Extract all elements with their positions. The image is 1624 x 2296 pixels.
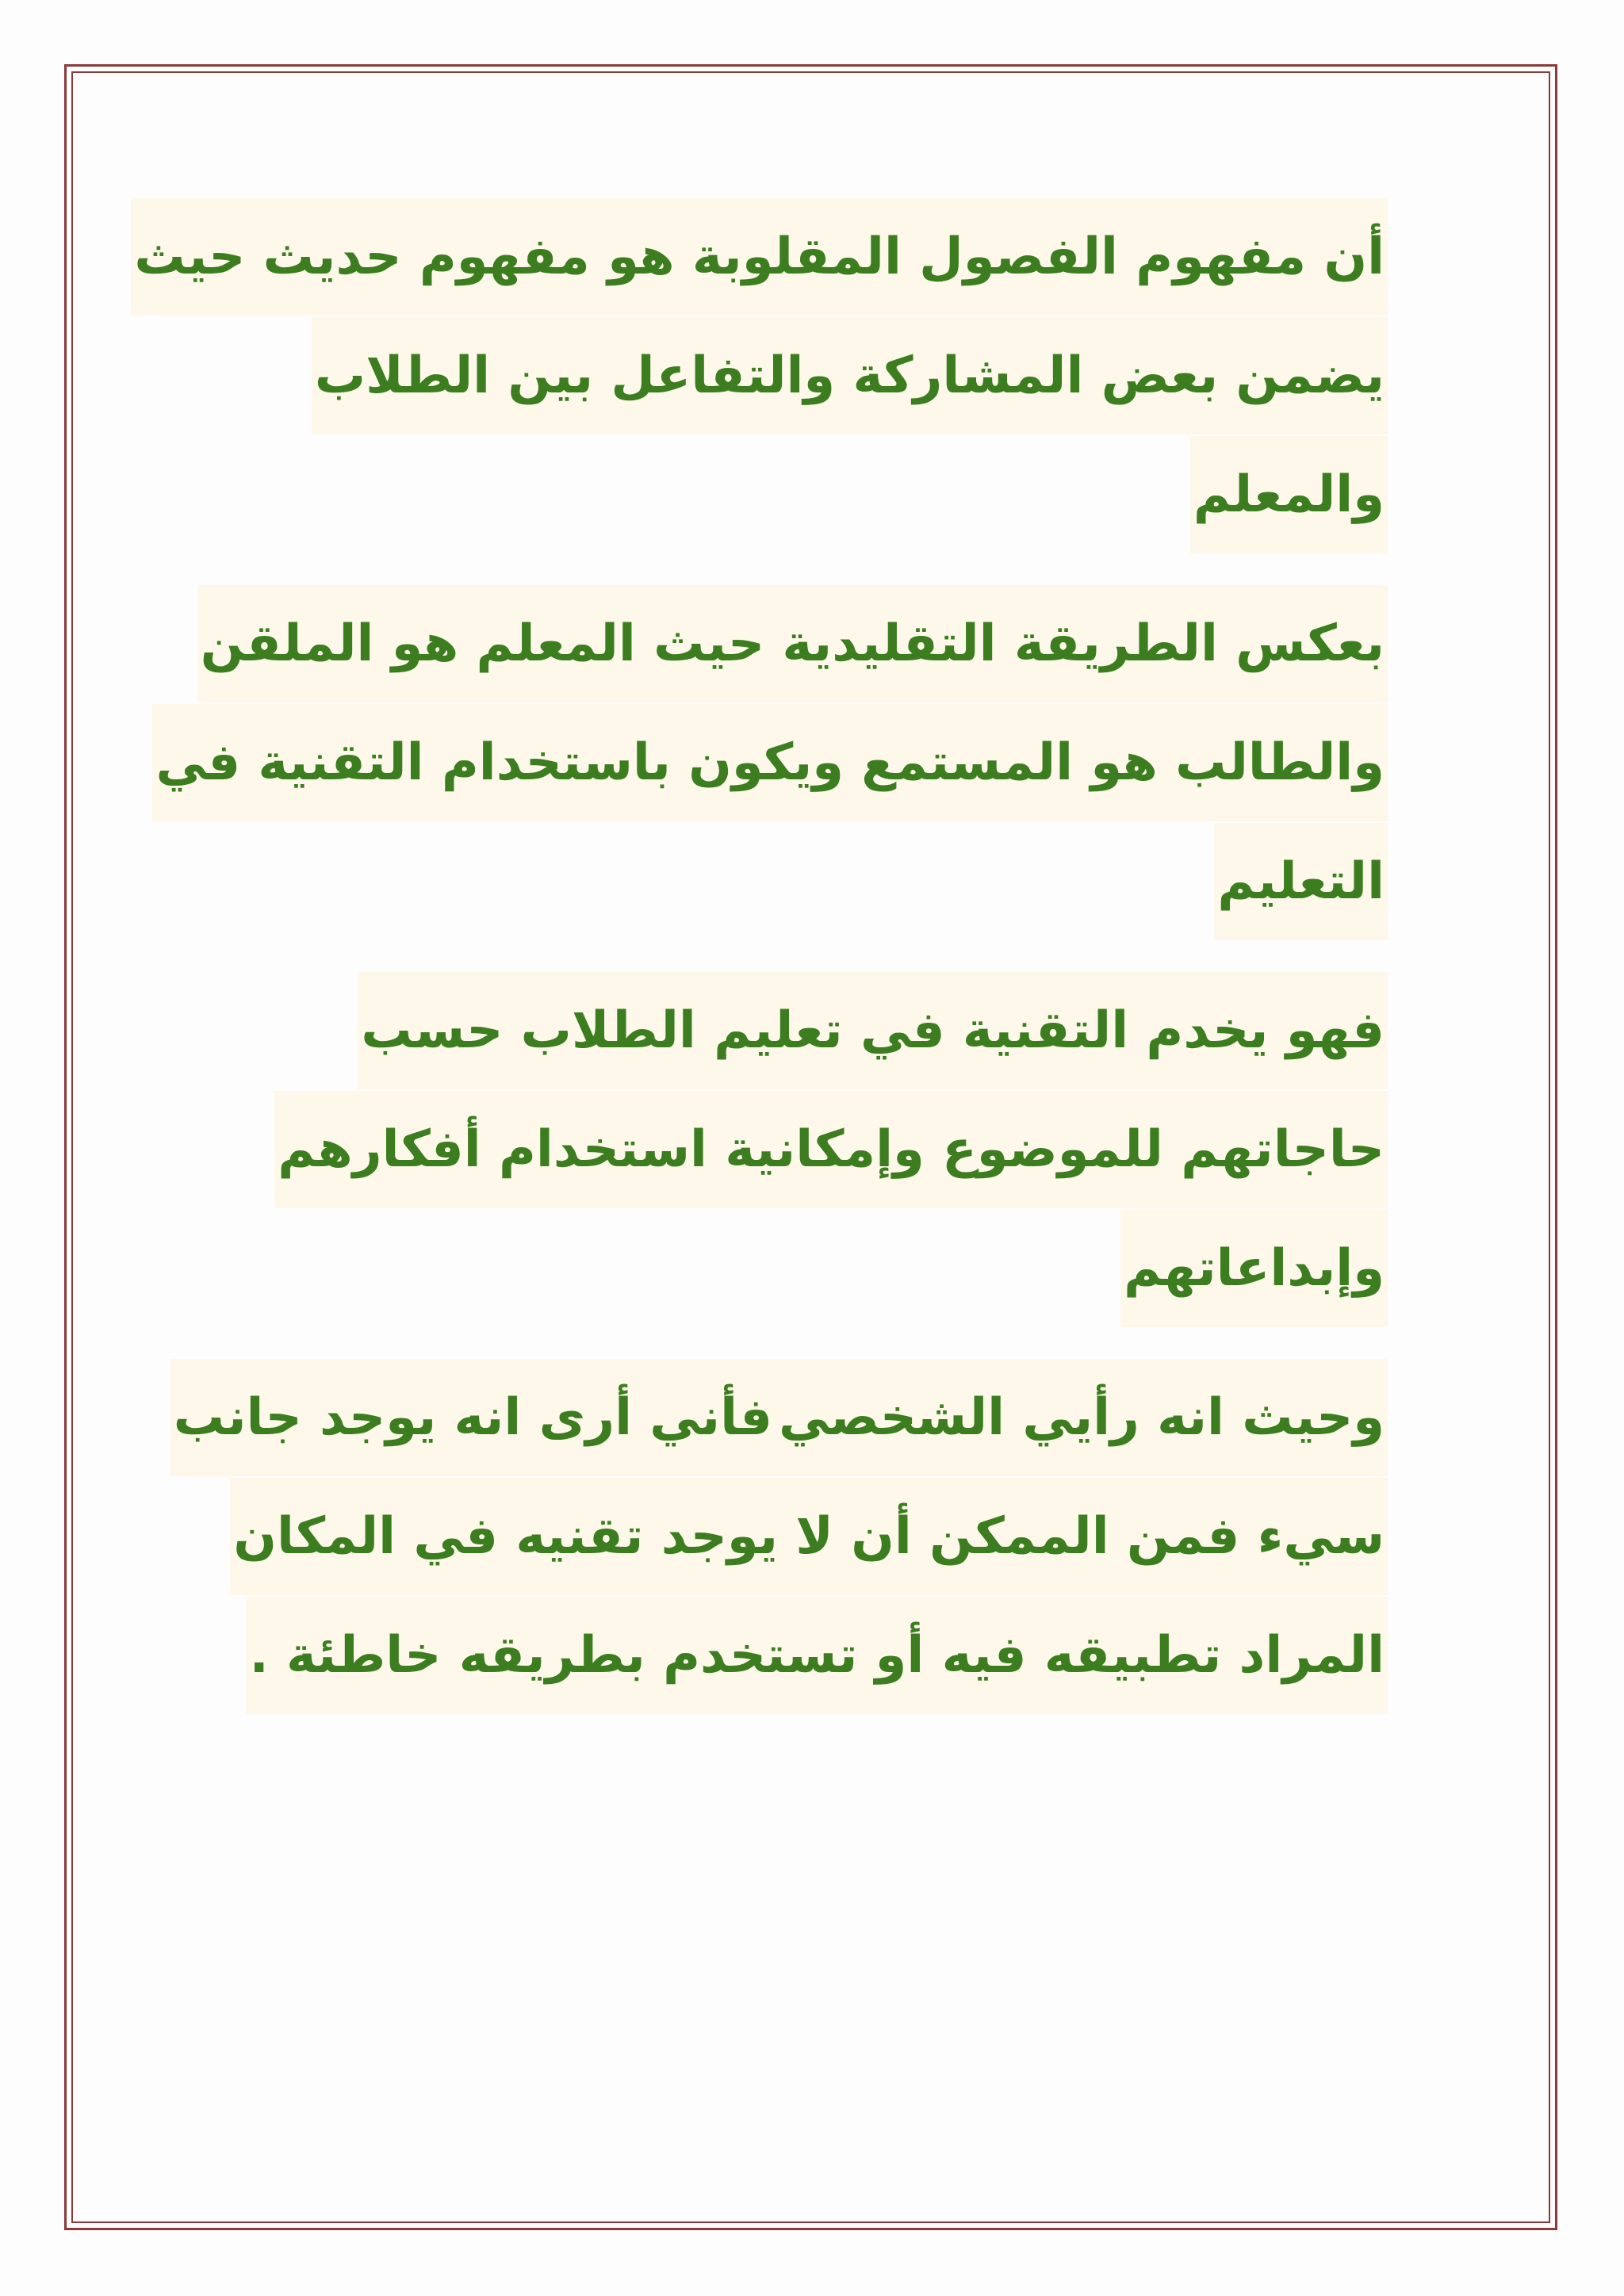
- document-body: [134, 198, 1388, 1746]
- highlighted-text: يضمن بعض المشاركة والتفاعل بين الطلاب: [312, 317, 1388, 434]
- paragraph-1: [134, 198, 1388, 553]
- text-line: [238, 1091, 1388, 1208]
- highlighted-text: بعكس الطريقة التقليدية حيث المعلم هو الملقن: [197, 585, 1388, 702]
- text-line: [200, 585, 1388, 702]
- paragraph-2: [155, 585, 1388, 940]
- paragraph-3: [238, 972, 1388, 1327]
- highlighted-text: والمعلم: [1190, 436, 1388, 553]
- text-line: [155, 704, 1388, 821]
- text-line: [238, 1597, 1388, 1714]
- highlighted-text: حاجاتهم للموضوع وإمكانية استخدام أفكارهم: [274, 1091, 1388, 1208]
- text-line: [238, 1210, 1388, 1327]
- text-line: [238, 823, 1388, 940]
- highlighted-text: فأني أرى انه يوجد جانب: [170, 1359, 776, 1476]
- text-line: [238, 436, 1388, 553]
- text-line: [233, 1478, 1388, 1595]
- highlighted-text: وإبداعاتهم: [1120, 1210, 1388, 1327]
- highlighted-text: سيء فمن الممكن أن لا يوجد تقنيه في المكان: [230, 1478, 1388, 1595]
- text-line: [173, 1359, 1388, 1476]
- text-line: [238, 317, 1388, 434]
- highlighted-text: وحيث انه رأيي الشخصي: [776, 1359, 1388, 1476]
- highlighted-text: التعليم: [1214, 823, 1388, 940]
- highlighted-text: المراد تطبيقه فيه أو تستخدم بطريقه خاطئة .: [246, 1597, 1388, 1714]
- text-line: [134, 198, 1388, 316]
- highlighted-text: والطالب هو المستمع ويكون باستخدام التقنية في: [152, 704, 1388, 821]
- highlighted-text: فهو يخدم التقنية في تعليم الطلاب حسب: [358, 972, 1388, 1089]
- text-line: [238, 972, 1388, 1089]
- highlighted-text: أن مفهوم الفصول المقلوبة هو مفهوم حديث حيث: [131, 198, 1388, 316]
- paragraph-4: [173, 1359, 1388, 1714]
